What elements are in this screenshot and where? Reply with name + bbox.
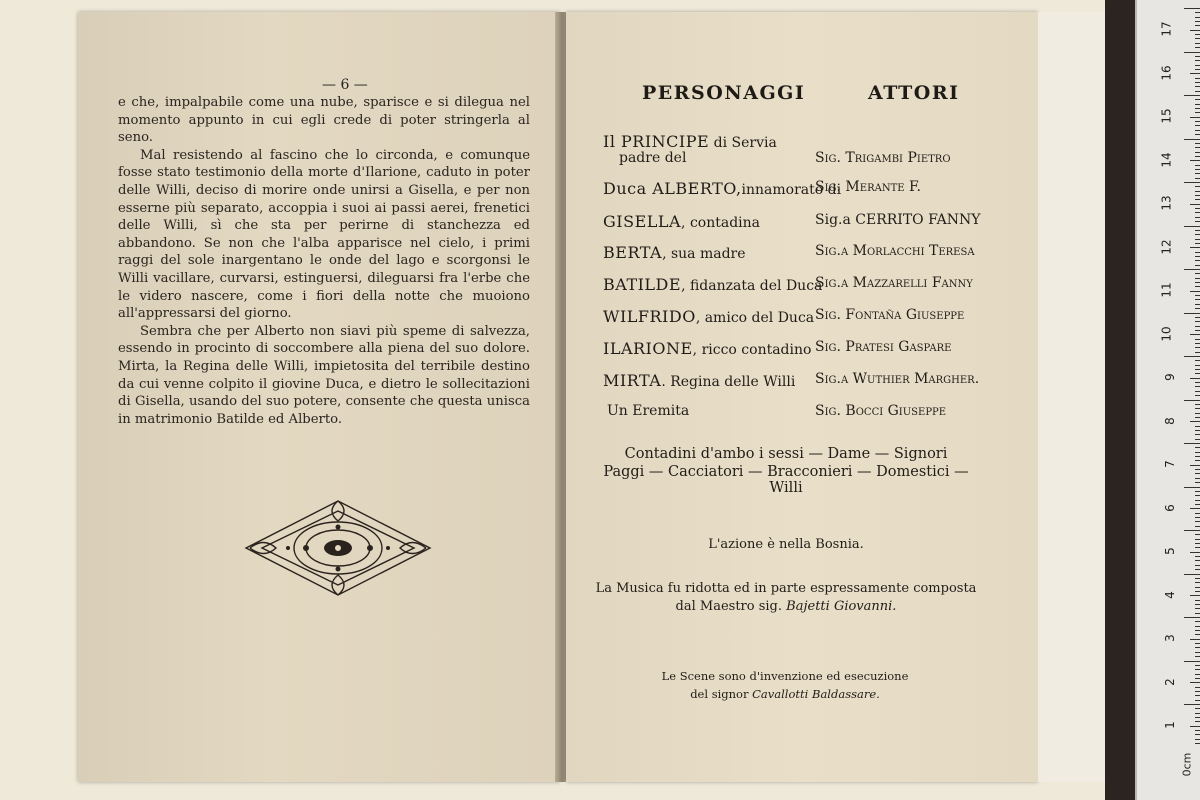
ruler-tick xyxy=(1195,69,1200,70)
role-name: Il PRINCIPE xyxy=(603,132,710,151)
ruler-tick xyxy=(1195,408,1200,409)
ruler-tick xyxy=(1195,634,1200,635)
role-name: Un Eremita xyxy=(607,403,690,419)
ruler-tick xyxy=(1195,130,1200,131)
ruler-tick xyxy=(1195,304,1200,305)
ruler-tick xyxy=(1184,617,1200,618)
ruler-tick xyxy=(1190,247,1200,248)
ruler-number: 9 xyxy=(1163,373,1178,381)
ruler-tick xyxy=(1195,173,1200,174)
ruler-tick xyxy=(1190,291,1200,292)
ruler-number: 17 xyxy=(1159,21,1174,37)
role-description: , sua madre xyxy=(662,246,746,262)
ruler-tick xyxy=(1195,547,1200,548)
actor-name: Sig.a CERRITO FANNY xyxy=(815,212,981,228)
ruler-tick xyxy=(1195,352,1200,353)
ruler-tick xyxy=(1195,108,1200,109)
paragraph: Mal resistendo al fascino che lo circonda, e comunque fosse stato testimonio della morte d'Ilarione, caduto in poter delle Willi, deciso di morire onde unirsi a Gisella, e per non esserne più separato, accoppia i suoi ai passi aerei, frenetici delle Willi, sì che sta per perirne di stanchezza ed abbandono. Se non che l'alba apparisce nel cielo, i primi raggi del sole inargentano le onde del lago e scorgonsi le Willi vacillare, curvarsi, estinguersi, dileguarsi fra l'erbe che le videro nascere, come i fiori della notte che muoiono all'appressarsi del giorno. xyxy=(118,147,530,322)
role-description: , fidanzata del Duca xyxy=(681,278,823,294)
ruler-tick xyxy=(1195,404,1200,405)
composer-name: Bajetti Giovanni. xyxy=(786,599,897,614)
ruler-tick xyxy=(1184,313,1200,314)
ruler-tick xyxy=(1195,256,1200,257)
ruler-number: 10 xyxy=(1159,325,1174,342)
ruler-tick xyxy=(1195,643,1200,644)
ruler-tick xyxy=(1195,708,1200,709)
page-number: — 6 — xyxy=(322,77,368,93)
ruler-tick xyxy=(1195,25,1200,26)
ruler-tick xyxy=(1184,400,1200,401)
role-name: MIRTA xyxy=(603,371,662,390)
ruler-tick xyxy=(1195,430,1200,431)
ruler-tick xyxy=(1195,143,1200,144)
ruler-tick xyxy=(1195,647,1200,648)
ruler-tick xyxy=(1195,369,1200,370)
ruler-number: 7 xyxy=(1163,460,1178,468)
ruler-tick xyxy=(1195,308,1200,309)
ruler-tick xyxy=(1195,713,1200,714)
actor-name: Sig.a Wuthier Margher. xyxy=(815,371,980,387)
ruler-number: 1 xyxy=(1163,721,1178,729)
role-name: WILFRIDO xyxy=(603,307,696,326)
ruler-tick xyxy=(1195,17,1200,18)
ruler-tick xyxy=(1184,52,1200,53)
music-credit-prefix: dal Maestro sig. xyxy=(675,599,783,614)
ruler-tick xyxy=(1195,360,1200,361)
role-name: ILARIONE xyxy=(603,339,693,358)
ruler-tick xyxy=(1195,330,1200,331)
ruler-tick xyxy=(1195,317,1200,318)
ruler-tick xyxy=(1195,34,1200,35)
role-name: GISELLA xyxy=(603,212,682,231)
ruler-tick xyxy=(1184,487,1200,488)
role-name: BERTA xyxy=(603,243,663,262)
ruler-tick xyxy=(1195,208,1200,209)
ruler-tick xyxy=(1195,656,1200,657)
ruler-tick xyxy=(1195,495,1200,496)
ruler-tick xyxy=(1190,160,1200,161)
paragraph: e che, impalpabile come una nube, sparisce e si dilegua nel momento appunto in cui egli crede di poter stringerla al seno. xyxy=(118,95,530,146)
ruler-tick xyxy=(1195,112,1200,113)
role-name: Duca ALBERTO, xyxy=(603,179,742,198)
ruler-tick xyxy=(1195,504,1200,505)
ruler-tick xyxy=(1190,639,1200,640)
ruler-tick xyxy=(1184,269,1200,270)
ruler-tick xyxy=(1195,500,1200,501)
ruler-tick xyxy=(1195,621,1200,622)
ruler-tick xyxy=(1195,212,1200,213)
actor-name: Sig. Pratesi Gaspare xyxy=(815,339,952,355)
decorative-ornament-icon xyxy=(240,497,436,599)
ruler-tick xyxy=(1195,613,1200,614)
scenes-credit-line: Le Scene sono d'invenzione ed esecuzione xyxy=(661,669,909,683)
ruler-number: 15 xyxy=(1159,108,1174,124)
ruler-tick xyxy=(1195,452,1200,453)
ruler-tick xyxy=(1195,734,1200,735)
ruler-tick xyxy=(1195,134,1200,135)
ruler-tick xyxy=(1195,473,1200,474)
ruler-tick xyxy=(1195,665,1200,666)
ruler-tick xyxy=(1195,260,1200,261)
ruler-tick xyxy=(1195,382,1200,383)
ruler-tick xyxy=(1195,417,1200,418)
music-credit-line-2 xyxy=(590,598,982,616)
ruler-tick xyxy=(1195,286,1200,287)
ruler-tick xyxy=(1195,469,1200,470)
ruler-tick xyxy=(1195,339,1200,340)
ruler-tick xyxy=(1195,152,1200,153)
ruler-tick xyxy=(1195,47,1200,48)
ruler-tick xyxy=(1195,282,1200,283)
ruler-tick xyxy=(1195,426,1200,427)
actor-name: Sig. Trigambi Pietro xyxy=(815,150,951,166)
ruler-tick xyxy=(1195,413,1200,414)
ruler-tick xyxy=(1195,386,1200,387)
ruler-tick xyxy=(1195,147,1200,148)
ruler-tick xyxy=(1195,295,1200,296)
ruler-tick xyxy=(1195,695,1200,696)
ruler-tick xyxy=(1195,652,1200,653)
ruler-tick xyxy=(1190,30,1200,31)
ruler-unit-label: 0cm xyxy=(1180,752,1194,777)
ruler-tick xyxy=(1195,556,1200,557)
ruler-tick xyxy=(1184,226,1200,227)
ruler-tick xyxy=(1184,661,1200,662)
ruler-tick xyxy=(1195,195,1200,196)
ruler-number: 5 xyxy=(1163,547,1178,555)
ruler-tick xyxy=(1195,439,1200,440)
ruler-tick xyxy=(1195,60,1200,61)
role-description: , ricco contadino xyxy=(692,342,812,358)
ruler-number: 16 xyxy=(1159,64,1174,81)
ruler-tick xyxy=(1195,600,1200,601)
ruler-tick xyxy=(1195,513,1200,514)
role-description: , amico del Duca xyxy=(695,310,815,326)
scenographer-name: Cavallotti Baldassare. xyxy=(752,687,880,701)
scenes-credit xyxy=(610,667,960,703)
ruler-number: 13 xyxy=(1159,195,1174,211)
ruler-tick xyxy=(1195,239,1200,240)
actor-name: Sig.a Mazzarelli Fanny xyxy=(815,275,973,291)
page-edge-strip xyxy=(1038,12,1106,782)
ruler-tick xyxy=(1195,321,1200,322)
ruler-tick xyxy=(1195,434,1200,435)
ruler-tick xyxy=(1190,595,1200,596)
ruler-tick xyxy=(1195,156,1200,157)
ruler-tick xyxy=(1190,73,1200,74)
role-description: . Regina delle Willi xyxy=(661,374,796,390)
ruler-tick xyxy=(1195,482,1200,483)
ruler-tick xyxy=(1195,543,1200,544)
ruler-tick xyxy=(1195,678,1200,679)
role-name: BATILDE xyxy=(603,275,682,294)
ruler-tick xyxy=(1195,38,1200,39)
ruler-tick xyxy=(1190,334,1200,335)
ruler-tick xyxy=(1195,252,1200,253)
ruler-tick xyxy=(1195,65,1200,66)
ruler-number: 2 xyxy=(1163,677,1178,686)
ruler-tick xyxy=(1195,569,1200,570)
ruler-tick xyxy=(1195,43,1200,44)
ruler-tick xyxy=(1195,395,1200,396)
ruler-tick xyxy=(1195,230,1200,231)
ruler-tick xyxy=(1195,243,1200,244)
ruler-tick xyxy=(1195,591,1200,592)
actor-name: Sig. Fontaña Giuseppe xyxy=(815,307,965,323)
ruler-tick xyxy=(1184,95,1200,96)
ruler-tick xyxy=(1184,139,1200,140)
characters-heading: PERSONAGGI xyxy=(642,82,806,104)
ruler-tick xyxy=(1195,447,1200,448)
ruler-tick xyxy=(1195,526,1200,527)
ruler-tick xyxy=(1195,299,1200,300)
setting-note: L'azione è nella Bosnia. xyxy=(708,537,864,552)
ruler-tick xyxy=(1195,273,1200,274)
ruler-tick xyxy=(1195,691,1200,692)
ruler-tick xyxy=(1195,608,1200,609)
dark-border xyxy=(1105,0,1135,800)
ruler-tick xyxy=(1195,582,1200,583)
ruler-tick xyxy=(1190,421,1200,422)
ruler-number: 6 xyxy=(1163,503,1178,512)
scenes-credit-line-2 xyxy=(610,685,960,703)
ruler-tick xyxy=(1190,117,1200,118)
ruler-number: 8 xyxy=(1163,416,1178,425)
ruler-tick xyxy=(1195,730,1200,731)
ruler-tick xyxy=(1195,12,1200,13)
ruler-tick xyxy=(1195,199,1200,200)
role-description: , contadina xyxy=(681,215,761,231)
ruler-tick xyxy=(1195,104,1200,105)
ruler-tick xyxy=(1195,278,1200,279)
actor-name: Sig. Bocci Giuseppe xyxy=(815,403,947,419)
ruler-tick xyxy=(1195,700,1200,701)
ruler-number: 4 xyxy=(1163,590,1178,599)
ruler-tick xyxy=(1195,521,1200,522)
role-description-2: padre del xyxy=(619,150,687,166)
ruler-tick xyxy=(1190,682,1200,683)
ruler-number: 14 xyxy=(1159,151,1174,168)
ruler-tick xyxy=(1195,186,1200,187)
ruler-tick xyxy=(1195,217,1200,218)
ruler-tick xyxy=(1195,78,1200,79)
ruler-tick xyxy=(1184,530,1200,531)
ruler-tick xyxy=(1195,56,1200,57)
ruler-tick xyxy=(1184,443,1200,444)
ruler-tick xyxy=(1195,478,1200,479)
chorus-line: Contadini d'ambo i sessi — Dame — Signori xyxy=(624,446,948,462)
ruler-tick xyxy=(1195,604,1200,605)
ruler-tick xyxy=(1195,125,1200,126)
ruler-tick xyxy=(1195,86,1200,87)
ruler-tick xyxy=(1190,726,1200,727)
ruler-tick xyxy=(1195,178,1200,179)
ruler-tick xyxy=(1184,8,1200,9)
scenes-credit-prefix: del signor xyxy=(690,687,749,701)
ruler-tick xyxy=(1184,574,1200,575)
ruler-tick xyxy=(1190,552,1200,553)
ruler-tick xyxy=(1195,21,1200,22)
ruler-tick xyxy=(1195,630,1200,631)
ruler-tick xyxy=(1195,91,1200,92)
ruler-tick xyxy=(1195,347,1200,348)
ruler-tick xyxy=(1190,465,1200,466)
actor-name: Sig.a Morlacchi Teresa xyxy=(815,243,975,259)
ruler-tick xyxy=(1195,365,1200,366)
ruler-number: 11 xyxy=(1159,282,1174,298)
ruler-tick xyxy=(1195,373,1200,374)
role-description: di Servia xyxy=(713,135,777,151)
ruler-tick xyxy=(1195,743,1200,744)
ruler-tick xyxy=(1195,82,1200,83)
ruler-tick xyxy=(1195,539,1200,540)
music-credit-line: La Musica fu ridotta ed in parte espressamente composta xyxy=(595,581,977,596)
ruler-tick xyxy=(1195,717,1200,718)
ruler-tick xyxy=(1190,508,1200,509)
ruler-tick xyxy=(1195,221,1200,222)
role-description: innamorato di xyxy=(741,182,842,198)
ruler-tick xyxy=(1195,669,1200,670)
ruler-tick xyxy=(1195,165,1200,166)
ruler-tick xyxy=(1195,687,1200,688)
ruler-tick xyxy=(1190,378,1200,379)
ruler-tick xyxy=(1195,534,1200,535)
music-credit xyxy=(590,580,982,616)
ruler-tick xyxy=(1195,99,1200,100)
ruler-tick xyxy=(1195,343,1200,344)
ruler-tick xyxy=(1195,460,1200,461)
ruler-tick xyxy=(1184,356,1200,357)
ruler-tick xyxy=(1195,674,1200,675)
ruler-tick xyxy=(1195,234,1200,235)
ruler-tick xyxy=(1195,626,1200,627)
ruler-tick xyxy=(1195,578,1200,579)
ruler-tick xyxy=(1195,565,1200,566)
ruler-tick xyxy=(1195,456,1200,457)
ruler-number: 3 xyxy=(1163,634,1178,642)
actor-name: Sig. Merante F. xyxy=(815,179,921,195)
body-text xyxy=(118,94,530,428)
ruler-tick xyxy=(1195,169,1200,170)
ruler-tick xyxy=(1195,326,1200,327)
ruler-tick xyxy=(1195,517,1200,518)
actors-heading: ATTORI xyxy=(868,82,960,104)
paragraph: Sembra che per Alberto non siavi più speme di salvezza, essendo in procinto di soccombere alla piena del suo dolore. Mirta, la Regina delle Willi, impietosita del terribile destino da cui venne colpito il giovine Duca, e dietro le sollecitazioni di Gisella, usando del suo potere, consente che questa unisca in matrimonio Batilde ed Alberto. xyxy=(118,323,530,427)
ruler-number: 12 xyxy=(1159,238,1174,255)
ruler-tick xyxy=(1184,704,1200,705)
ruler-tick xyxy=(1195,491,1200,492)
ruler-tick xyxy=(1195,265,1200,266)
ruler-tick xyxy=(1195,191,1200,192)
measuring-ruler xyxy=(1135,0,1200,800)
ruler-tick xyxy=(1195,739,1200,740)
ruler-tick xyxy=(1195,587,1200,588)
ruler-tick xyxy=(1190,204,1200,205)
chorus-line: Paggi — Cacciatori — Bracconieri — Domestici — Willi xyxy=(603,464,969,496)
ruler-tick xyxy=(1195,721,1200,722)
ruler-tick xyxy=(1184,182,1200,183)
ruler-tick xyxy=(1195,121,1200,122)
ruler-tick xyxy=(1195,391,1200,392)
ruler-tick xyxy=(1195,560,1200,561)
